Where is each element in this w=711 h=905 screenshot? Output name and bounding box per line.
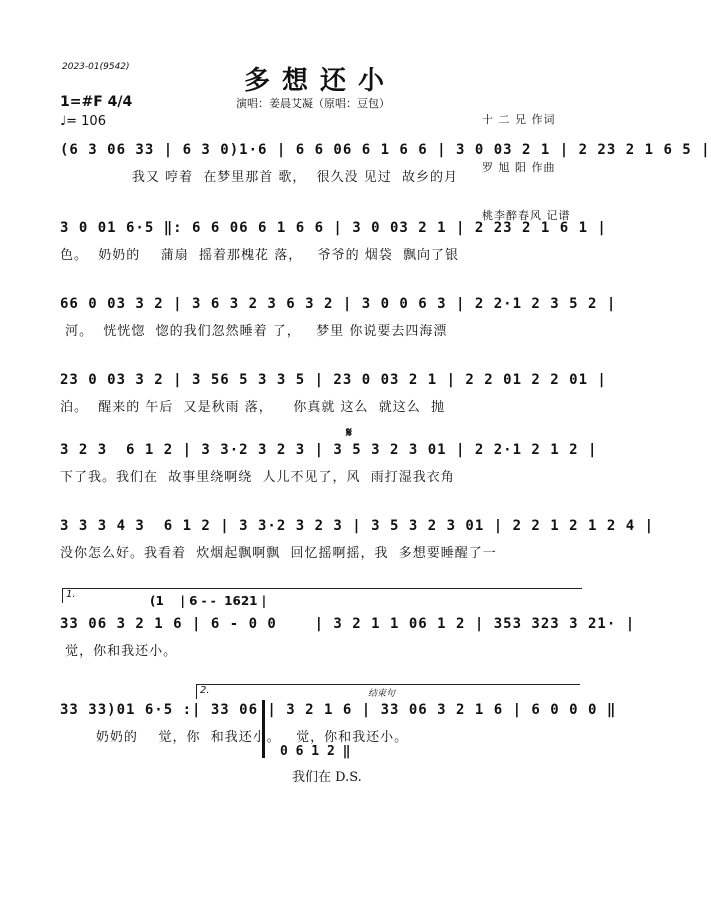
singers-credit: 演唱：姜晨艾凝（原唱：豆包） (236, 97, 390, 110)
notes-line-5: 3 2 3 6 1 2 | 3 3·2 3 2 3 | 3 5 3 2 3 01 | 2 2·1 2 1 2 | (60, 442, 598, 458)
lyrics-line-8: 奶奶的 觉，你 和我还小。 觉，你和我还小。 (60, 730, 409, 745)
notes-line-4: 23 0 03 3 2 | 3 56 5 3 3 5 | 23 0 03 2 1 | 2 2 01 2 2 01 | (60, 372, 607, 388)
lyricist-credit: 十 二 兄 作词 (482, 113, 556, 126)
lyrics-line-1: 我又 哼着 在梦里那首 歌， 很久没 见过 故乡的月 (60, 170, 459, 185)
song-title: 多想还小 (243, 66, 396, 96)
notes-line-1: (6 3 06 33 | 6 3 0)1·6 | 6 6 06 6 1 6 6 | 3 0 03 2 1 | 2 23 2 1 6 5 | (60, 142, 711, 158)
lyrics-line-4: 泊。 醒来的 午后 又是秋雨 落， 你真就 这么 就这么 抛 (60, 400, 445, 415)
coda-label: 结束句 (368, 689, 396, 699)
notes-line-6: 3 3 3 4 3 6 1 2 | 3 3·2 3 2 3 | 3 5 3 2 3 01 | 2 2 1 2 1 2 4 | (60, 518, 655, 534)
composer-credit: 罗 旭 阳 作曲 (482, 161, 556, 174)
alternate-lyrics: 我们在 D.S. (292, 770, 362, 785)
notes-line-3: 66 0 03 3 2 | 3 6 3 2 3 6 3 2 | 3 0 0 6 3 | 2 2·1 2 3 5 2 | (60, 296, 617, 312)
lyrics-line-5: 下了我。我们在 故事里绕啊绕 人儿不见了，风 雨打湿我衣角 (60, 470, 455, 485)
score-serial: 2023-01(9542) (62, 62, 130, 72)
intro-cue-notes: (1 | 6 - - 1621 | (150, 594, 267, 608)
transcriber-credit: 桃李醉春风 记谱 (482, 209, 571, 222)
volta-1: 1. (62, 588, 582, 603)
volta-2: 2. (196, 684, 580, 699)
key-signature: 1=#F 4/4 (60, 94, 133, 110)
alternate-notes: 0 6 1 2 ‖ (280, 744, 351, 759)
lyrics-line-2: 色。 奶奶的 蒲扇 摇着那槐花 落， 爷爷的 烟袋 飘向了银 (60, 248, 459, 263)
notes-line-8: 33 33)01 6·5 :| 33 06 | 3 2 1 6 | 33 06 3 2 1 6 | 6 0 0 0 ‖ (60, 702, 617, 718)
lyrics-line-7: 觉，你和我还小。 (60, 644, 178, 659)
segno-sign: 𝄋 (346, 425, 353, 441)
lyrics-line-3: 河。 恍恍惚 惚的我们忽然睡着 了， 梦里 你说要去四海漂 (60, 324, 448, 339)
tempo-marking: ♩= 106 (60, 114, 106, 129)
notes-line-7: 33 06 3 2 1 6 | 6 - 0 0 | 3 2 1 1 06 1 2 | 353 323 3 21· | (60, 616, 636, 632)
credits-block (482, 80, 571, 240)
lyrics-line-6: 没你怎么好。我看着 炊烟起飘啊飘 回忆摇啊摇，我 多想要睡醒了一 (60, 546, 497, 561)
system-bracket (262, 700, 268, 758)
notes-line-2: 3 0 01 6·5 ‖: 6 6 06 6 1 6 6 | 3 0 03 2 1 | 2 23 2 1 6 1 | (60, 220, 607, 236)
